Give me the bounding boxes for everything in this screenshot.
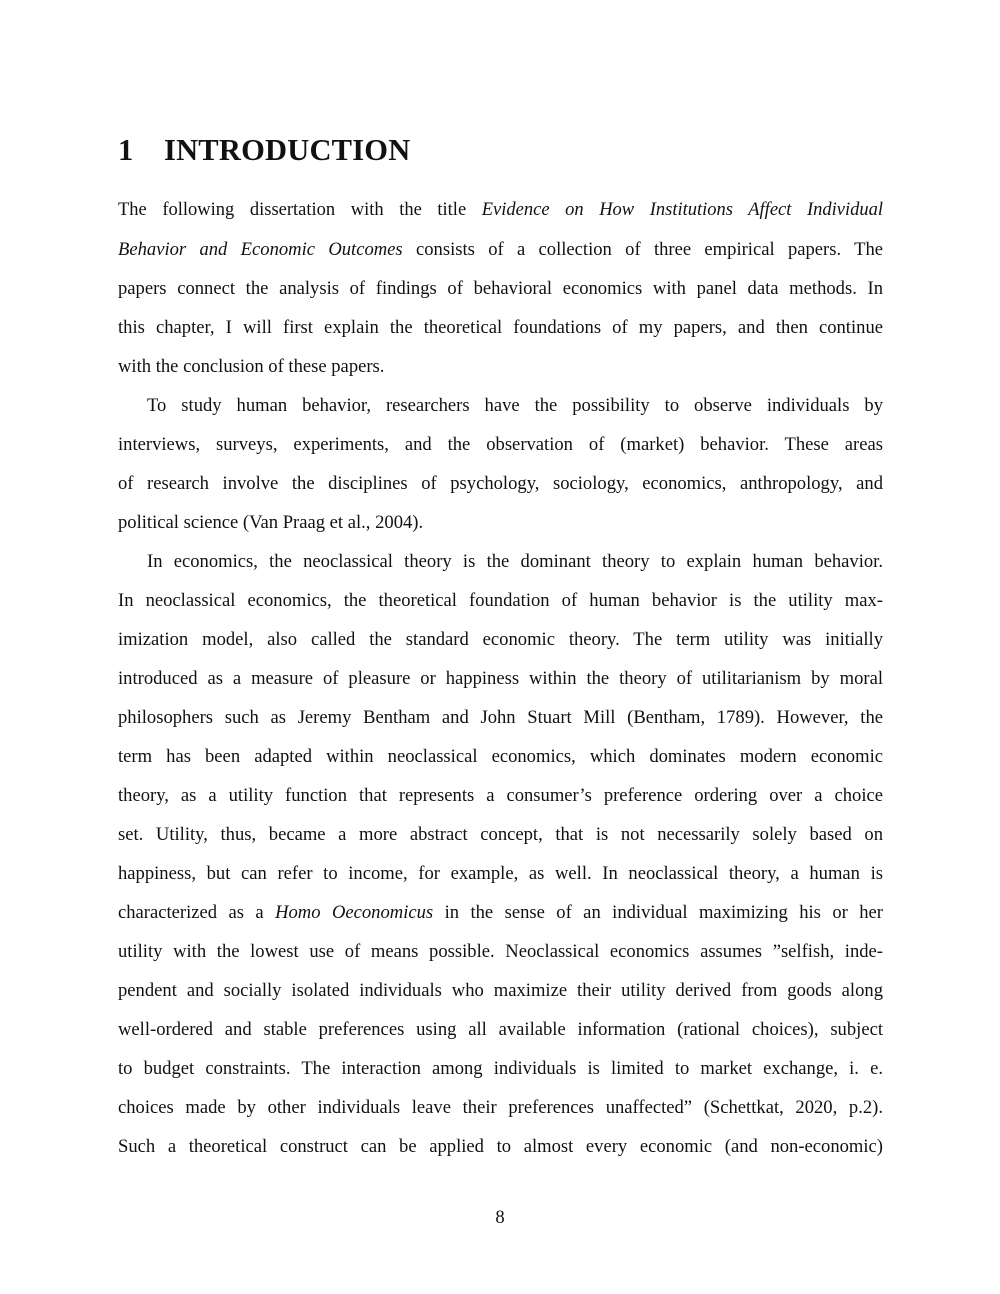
text-line	[118, 542, 883, 581]
text-line	[118, 893, 883, 932]
text-line	[118, 1127, 883, 1166]
text-line	[118, 425, 883, 464]
section-number: 1	[118, 133, 134, 167]
text-line	[118, 815, 883, 854]
text-run: term has been adapted within neoclassical economics, which dominates modern economic	[118, 746, 883, 767]
text-run: of research involve the disciplines of psychology, sociology, economics, anthropology, and	[118, 473, 883, 494]
text-run: papers connect the analysis of findings of behavioral economics with panel data methods. In	[118, 278, 883, 299]
text-run: consists of a collection of three empirical papers. The	[402, 239, 883, 260]
title-italic: Evidence on How Institutions Affect Individual	[481, 200, 883, 220]
text-run: The following dissertation with the title	[118, 200, 482, 220]
text-line	[118, 776, 883, 815]
text-line	[118, 1088, 883, 1127]
text-run: imization model, also called the standard economic theory. The term utility was initially	[118, 629, 883, 650]
text-run: with the conclusion of these papers.	[118, 356, 385, 377]
text-run: happiness, but can refer to income, for example, as well. In neoclassical theory, a human is	[118, 863, 883, 884]
text-line	[118, 932, 883, 971]
text-run: Such a theoretical construct can be applied to almost every economic (and non-economic)	[118, 1136, 883, 1157]
text-run: In economics, the neoclassical theory is the dominant theory to explain human behavior.	[147, 551, 883, 572]
section-title: INTRODUCTION	[164, 133, 411, 167]
text-line	[118, 698, 883, 737]
text-line	[118, 1049, 883, 1088]
text-run: introduced as a measure of pleasure or happiness within the theory of utilitarianism by moral	[118, 668, 883, 689]
text-line	[118, 659, 883, 698]
text-run: well-ordered and stable preferences using all available information (rational choices), subject	[118, 1019, 883, 1040]
text-line	[118, 737, 883, 776]
text-line	[118, 464, 883, 503]
text-line	[118, 503, 883, 542]
text-run: this chapter, I will first explain the theoretical foundations of my papers, and then continue	[118, 317, 883, 338]
text-run: In neoclassical economics, the theoretical foundation of human behavior is the utility max-	[118, 590, 883, 611]
text-run: utility with the lowest use of means possible. Neoclassical economics assumes ”selfish, inde-	[118, 941, 883, 962]
page-number: 8	[495, 1207, 505, 1228]
text-run: political science (Van Praag et al., 2004).	[118, 512, 424, 533]
text-run: philosophers such as Jeremy Bentham and John Stuart Mill (Bentham, 1789). However, the	[118, 707, 883, 728]
text-line	[118, 620, 883, 659]
title-italic: Behavior and Economic Outcomes	[118, 239, 403, 260]
section-heading	[118, 128, 410, 172]
text-line	[118, 308, 883, 347]
text-run: choices made by other individuals leave their preferences unaffected” (Schettkat, 2020, p.2).	[118, 1097, 883, 1118]
text-line	[118, 269, 883, 308]
text-line	[118, 230, 883, 269]
text-line	[118, 386, 883, 425]
text-line	[118, 854, 883, 893]
text-line	[118, 191, 883, 230]
text-run: set. Utility, thus, became a more abstract concept, that is not necessarily solely based on	[118, 824, 883, 845]
body-text	[118, 191, 883, 1166]
text-line	[118, 971, 883, 1010]
term-italic: Homo Oeconomicus	[275, 902, 434, 923]
text-run: To study human behavior, researchers have the possibility to observe individuals by	[147, 395, 883, 416]
text-run: in the sense of an individual maximizing his or her	[433, 902, 883, 923]
text-run: pendent and socially isolated individuals who maximize their utility derived from goods along	[118, 980, 883, 1001]
text-line	[118, 1010, 883, 1049]
text-run: characterized as a	[118, 902, 276, 923]
text-run: to budget constraints. The interaction among individuals is limited to market exchange, i. e.	[118, 1058, 883, 1079]
text-line	[118, 347, 883, 386]
text-run: theory, as a utility function that represents a consumer’s preference ordering over a choice	[118, 785, 883, 806]
text-run: interviews, surveys, experiments, and the observation of (market) behavior. These areas	[118, 434, 883, 455]
text-line	[118, 581, 883, 620]
